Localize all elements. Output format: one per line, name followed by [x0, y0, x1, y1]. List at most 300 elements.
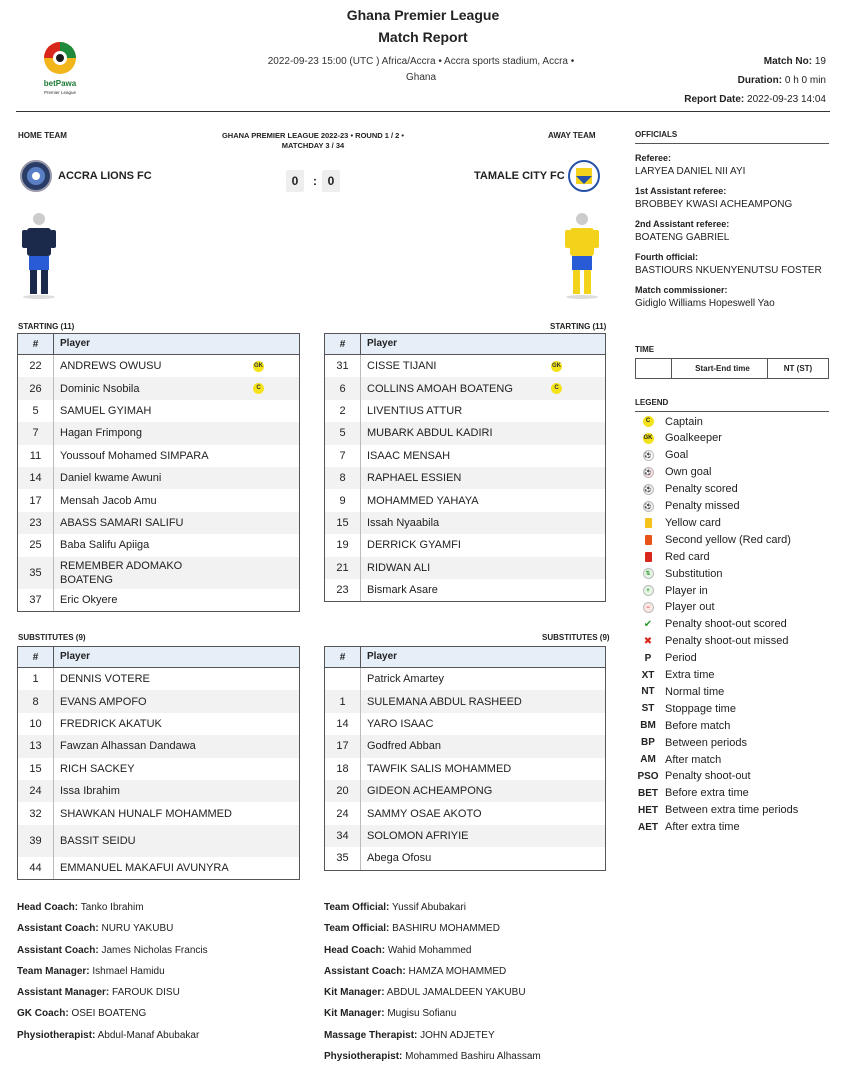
player-number: 31 [325, 355, 361, 377]
duration: 0 h 0 min [784, 75, 826, 86]
official-role: Referee: [635, 153, 672, 163]
legend-code-p: P [644, 652, 652, 664]
legend-label: Extra time [665, 669, 715, 681]
home-starting-table [17, 333, 300, 612]
player-in-icon: + [635, 585, 661, 596]
official-name: BASTIOURS NKUENYENUTSU FOSTER [635, 265, 822, 276]
player-name[interactable]: Issa Ibrahim [60, 785, 120, 798]
official-role: Match commissioner: [635, 285, 728, 295]
legend-label: Red card [665, 550, 710, 563]
table-row[interactable] [325, 467, 605, 489]
player-number: 25 [18, 534, 54, 556]
substitution-icon: ⇅ [635, 568, 661, 579]
away-team-label: AWAY TEAM [548, 131, 596, 140]
table-row[interactable] [325, 780, 605, 802]
own-goal-icon: ⚽ [635, 467, 661, 478]
legend-title: LEGEND [635, 398, 829, 412]
player-name[interactable]: TAWFIK SALIS MOHAMMED [367, 762, 512, 775]
table-row[interactable] [18, 489, 299, 511]
player-name[interactable]: MOHAMMED YAHAYA [367, 494, 479, 507]
legend-code-xt: XT [641, 669, 655, 681]
legend-item [635, 616, 835, 633]
legend-label: Before match [665, 719, 731, 732]
player-name[interactable]: Hagan Frimpong [60, 427, 142, 440]
staff-member [17, 940, 208, 961]
table-row[interactable] [325, 489, 605, 511]
logo-wordmark: betPawa [43, 79, 77, 88]
player-name[interactable]: Fawzan Alhassan Dandawa [60, 740, 196, 753]
meta-line-1: 2022-09-23 15:00 (UTC ) Africa/Accra • Accra sports stadium, Accra • [267, 56, 575, 67]
table-row[interactable] [325, 802, 605, 824]
official-name: BROBBEY KWASI ACHEAMPONG [635, 199, 793, 210]
table-row[interactable] [325, 557, 605, 579]
duration-label: Duration: [737, 75, 783, 86]
staff-name: HAMZA MOHAMMED [405, 965, 507, 977]
player-name[interactable]: SOLOMON AFRIYIE [367, 829, 469, 842]
legend-label: Penalty shoot-out [665, 770, 751, 783]
staff-member [17, 961, 208, 982]
away-team-name[interactable]: TAMALE CITY FC [474, 170, 565, 182]
player-number: 39 [18, 825, 54, 857]
player-number: 15 [18, 758, 54, 780]
staff-member [324, 982, 541, 1003]
player-name[interactable]: Youssouf Mohamed SIMPARA [60, 449, 209, 462]
table-row[interactable] [18, 825, 299, 857]
table-row[interactable] [325, 825, 605, 847]
player-number: 24 [18, 780, 54, 802]
table-row[interactable] [325, 847, 605, 869]
player-number: 21 [325, 557, 361, 579]
staff-role: Assistant Coach: [324, 965, 406, 977]
away-starting-label: STARTING (11) [550, 322, 607, 331]
home-crest-icon [20, 160, 52, 192]
player-name[interactable]: Abega Ofosu [367, 852, 432, 865]
staff-role: Massage Therapist: [324, 1029, 418, 1041]
table-row[interactable] [18, 422, 299, 444]
time-title: TIME [635, 345, 655, 354]
player-name[interactable]: Daniel kwame Awuni [60, 472, 162, 485]
legend-code-st: ST [641, 703, 655, 715]
player-number: 14 [325, 713, 361, 735]
official-role: 1st Assistant referee: [635, 186, 727, 196]
table-row[interactable] [325, 512, 605, 534]
away-subs-label: SUBSTITUTES (9) [542, 633, 610, 642]
table-row[interactable] [325, 713, 605, 735]
player-name[interactable]: COLLINS AMOAH BOATENG [367, 382, 513, 395]
away-starting-table [324, 333, 606, 602]
legend-code-pso: PSO [637, 770, 659, 782]
staff-role: Team Official: [324, 923, 390, 935]
legend-label: Between periods [665, 736, 747, 749]
player-number: 8 [18, 690, 54, 712]
table-row[interactable] [325, 579, 605, 601]
player-number: 5 [325, 422, 361, 444]
player-name[interactable]: RAPHAEL ESSIEN [367, 472, 462, 485]
match-no: 19 [814, 56, 826, 67]
player-name[interactable]: RIDWAN ALI [367, 561, 431, 574]
player-name[interactable]: FREDRICK AKATUK [60, 717, 162, 730]
goal-icon: ⚽ [635, 450, 661, 461]
official-role: Fourth official: [635, 252, 698, 262]
legend-code-bm: BM [640, 720, 656, 732]
table-row[interactable] [325, 758, 605, 780]
player-name[interactable]: GIDEON ACHEAMPONG [367, 785, 493, 798]
player-number: 20 [325, 780, 361, 802]
legend-item [635, 633, 835, 650]
col-number-header: # [18, 334, 54, 354]
staff-member [17, 918, 208, 939]
legend-item [635, 599, 835, 616]
staff-name: Yussif Abubakari [389, 902, 466, 913]
legend-code-aet: AET [638, 821, 658, 833]
competition-line-2: MATCHDAY 3 / 34 [281, 141, 345, 150]
table-row[interactable] [18, 534, 299, 556]
staff-role: Assistant Coach: [17, 923, 99, 935]
player-number: 7 [18, 422, 54, 444]
staff-member [17, 1003, 208, 1024]
player-out-icon: − [635, 602, 661, 613]
legend-code-het: HET [638, 804, 658, 816]
home-kit-icon [21, 210, 57, 305]
player-number: 35 [325, 847, 361, 869]
table-header [18, 647, 299, 668]
legend-item [635, 498, 835, 515]
legend-label: Yellow card [665, 516, 721, 529]
official-name: Gidiglo Williams Hopeswell Yao [635, 298, 775, 309]
home-subs-table [17, 646, 300, 880]
table-row[interactable] [18, 589, 299, 611]
legend-item [635, 734, 835, 751]
player-number: 17 [18, 489, 54, 511]
table-row[interactable] [18, 355, 299, 377]
staff-role: Assistant Manager: [17, 987, 110, 999]
league-title: Ghana Premier League [346, 7, 500, 23]
table-row[interactable] [325, 400, 605, 422]
league-logo [30, 38, 90, 100]
staff-name: NURU YAKUBU [98, 923, 174, 935]
player-number: 2 [325, 400, 361, 422]
legend-item [635, 802, 835, 819]
player-number [325, 668, 361, 690]
staff-member [324, 897, 541, 918]
legend-label: Stoppage time [665, 702, 736, 715]
col-number-header: # [325, 647, 361, 667]
officials-panel [635, 130, 829, 309]
table-row[interactable] [18, 690, 299, 712]
official-role: 2nd Assistant referee: [635, 219, 730, 229]
table-row[interactable] [18, 512, 299, 534]
table-row[interactable] [18, 802, 299, 824]
player-name[interactable]: LIVENTIUS ATTUR [367, 404, 463, 417]
player-number: 11 [18, 445, 54, 467]
staff-role: Physiotherapist: [324, 1051, 403, 1063]
table-row[interactable] [325, 668, 605, 690]
staff-name: FAROUK DISU [109, 987, 180, 999]
legend-item [635, 464, 835, 481]
table-row[interactable] [18, 557, 299, 589]
away-score: 0 [322, 170, 340, 192]
home-starting-label: STARTING (11) [18, 322, 75, 331]
away-crest-icon [568, 160, 600, 192]
staff-name: Mohammed Bashiru Alhassam [402, 1051, 541, 1063]
player-number: 37 [18, 589, 54, 611]
staff-member [324, 1025, 541, 1046]
col-player-header: Player [367, 651, 398, 662]
col-player-header: Player [367, 338, 398, 349]
legend-item [635, 447, 835, 464]
player-name[interactable]: Mensah Jacob Amu [60, 494, 157, 507]
match-no-label: Match No: [763, 56, 813, 67]
legend-item [635, 650, 835, 667]
goalkeeper-icon: GK [551, 361, 562, 372]
table-row[interactable] [18, 713, 299, 735]
player-number: 10 [18, 713, 54, 735]
player-name[interactable]: Eric Okyere [60, 593, 118, 606]
player-name[interactable]: EVANS AMPOFO [60, 695, 147, 708]
table-row[interactable] [325, 534, 605, 556]
player-name[interactable]: SAMMY OSAE AKOTO [367, 807, 482, 820]
staff-member [17, 982, 208, 1003]
goalkeeper-icon: GK [635, 433, 661, 444]
player-name[interactable]: Issah Nyaabila [367, 516, 440, 529]
goalkeeper-icon: GK [253, 361, 264, 372]
legend-label: Goalkeeper [665, 432, 722, 445]
report-date-label: Report Date: [684, 94, 745, 105]
player-number: 1 [325, 690, 361, 712]
player-name[interactable]: RICH SACKEY [60, 762, 135, 775]
staff-name: Ishmael Hamidu [89, 965, 165, 977]
table-row[interactable] [18, 467, 299, 489]
staff-name: BASHIRU MOHAMMED [389, 923, 500, 935]
staff-role: Assistant Coach: [17, 944, 99, 956]
legend-code-am: AM [640, 754, 656, 765]
table-row[interactable] [325, 445, 605, 467]
player-name[interactable]: Bismark Asare [367, 584, 438, 597]
player-name[interactable]: SAMUEL GYIMAH [60, 404, 152, 417]
shootout-scored-icon: ✔ [643, 618, 653, 630]
player-number: 6 [325, 377, 361, 399]
player-name[interactable]: ISAAC MENSAH [367, 449, 451, 462]
legend-label: Player in [665, 584, 708, 597]
staff-name: Tanko Ibrahim [78, 902, 144, 913]
time-col-start-end: Start-End time [672, 359, 768, 378]
legend-code-bet: BET [638, 787, 658, 799]
staff-role: Kit Manager: [324, 987, 385, 999]
home-team-name[interactable]: ACCRA LIONS FC [58, 170, 152, 182]
player-name[interactable]: EMMANUEL MAKAFUI AVUNYRA [60, 861, 229, 874]
player-number: 22 [18, 355, 54, 377]
table-row[interactable] [325, 355, 605, 377]
staff-role: Head Coach: [17, 902, 79, 913]
staff-name: Abdul-Manaf Abubakar [95, 1029, 200, 1041]
table-row[interactable] [325, 690, 605, 712]
captain-icon: C [253, 383, 264, 394]
official-name: LARYEA DANIEL NII AYI [635, 166, 746, 177]
player-number: 8 [325, 467, 361, 489]
staff-member [17, 1025, 208, 1046]
player-number: 26 [18, 377, 54, 399]
table-header [325, 334, 605, 355]
table-row[interactable] [18, 445, 299, 467]
player-number: 44 [18, 857, 54, 879]
report-title: Match Report [378, 29, 468, 45]
home-score: 0 [286, 170, 304, 192]
legend-label: Before extra time [665, 787, 749, 800]
staff-role: Team Manager: [17, 965, 90, 977]
player-name[interactable]: Baba Salifu Apiiga [60, 539, 150, 552]
officials-title: OFFICIALS [635, 130, 829, 144]
away-subs-table [324, 646, 606, 871]
staff-role: Team Official: [324, 902, 390, 913]
staff-name: OSEI BOATENG [68, 1008, 147, 1020]
legend-label: After extra time [665, 821, 740, 834]
report-header [16, 4, 830, 112]
staff-role: GK Coach: [17, 1008, 69, 1020]
player-name[interactable]: DENNIS VOTERE [60, 673, 150, 686]
competition-info [205, 131, 421, 151]
legend-label: Normal time [665, 685, 725, 698]
penalty-scored-icon: ⚽ [635, 484, 661, 495]
player-name[interactable]: DERRICK GYAMFI [367, 539, 461, 552]
home-subs-label: SUBSTITUTES (9) [18, 633, 86, 642]
away-staff-list [324, 897, 541, 1067]
home-staff-list [17, 897, 208, 1046]
player-name[interactable]: ANDREWS OWUSU [60, 360, 162, 373]
legend-item [635, 683, 835, 700]
table-row[interactable] [18, 780, 299, 802]
player-number: 18 [325, 758, 361, 780]
player-name[interactable]: SHAWKAN HUNALF MOHAMMED [60, 807, 232, 820]
match-meta [251, 54, 591, 86]
penalty-missed-icon: ⚽ [635, 501, 661, 512]
time-empty-cell [636, 359, 672, 378]
player-number: 23 [325, 579, 361, 601]
player-number: 35 [18, 557, 54, 589]
official-name: BOATENG GABRIEL [635, 232, 730, 243]
legend-item [635, 751, 835, 768]
table-row[interactable] [18, 857, 299, 879]
legend-label: Between extra time periods [665, 804, 799, 817]
legend-item [635, 430, 835, 447]
time-title-wrap [635, 345, 829, 358]
staff-member [324, 1046, 541, 1067]
staff-role: Kit Manager: [324, 1008, 385, 1020]
table-row[interactable] [325, 422, 605, 444]
staff-member [324, 940, 541, 961]
player-number: 19 [325, 534, 361, 556]
legend-item [635, 514, 835, 531]
competition-line-1: GHANA PREMIER LEAGUE 2022-23 • ROUND 1 / 2 • [221, 131, 405, 140]
legend-label: Captain [665, 415, 703, 428]
player-number: 14 [18, 467, 54, 489]
staff-name: ABDUL JAMALDEEN YAKUBU [384, 987, 526, 999]
legend-item [635, 582, 835, 599]
time-col-nt: NT (ST) [783, 364, 813, 373]
legend-item [635, 667, 835, 684]
legend-item [635, 700, 835, 717]
meta-line-2: Ghana [405, 72, 437, 83]
legend-label: Second yellow (Red card) [665, 533, 791, 546]
player-name[interactable]: YARO ISAAC [367, 717, 434, 730]
red-card-icon [635, 552, 661, 562]
legend-label: Penalty missed [665, 500, 740, 512]
col-number-header: # [325, 334, 361, 354]
player-number: 32 [18, 802, 54, 824]
staff-member [17, 897, 208, 918]
staff-member [324, 918, 541, 939]
player-number: 34 [325, 825, 361, 847]
table-row[interactable] [18, 377, 299, 399]
player-name[interactable]: REMEMBER ADOMAKO BOATENG [60, 559, 183, 586]
staff-name: Mugisu Sofianu [384, 1008, 457, 1020]
staff-name: JOHN ADJETEY [417, 1029, 495, 1041]
legend-label: Substitution [665, 567, 723, 580]
legend-label: Player out [665, 601, 715, 614]
legend-label: Period [665, 652, 697, 665]
yellow-card-icon [635, 518, 661, 528]
col-player-header: Player [60, 338, 91, 349]
player-name[interactable]: CISSE TIJANI [367, 360, 437, 373]
legend-code-nt: NT [641, 686, 655, 698]
player-name[interactable]: Patrick Amartey [367, 673, 445, 686]
legend-code-bp: BP [641, 737, 655, 749]
table-row[interactable] [18, 400, 299, 422]
player-number: 13 [18, 735, 54, 757]
score-separator: : [313, 174, 317, 188]
table-header [18, 334, 299, 355]
legend-item [635, 768, 835, 785]
table-row[interactable] [18, 735, 299, 757]
legend-item [635, 413, 835, 430]
table-row[interactable] [325, 377, 605, 399]
home-team-label: HOME TEAM [18, 131, 67, 140]
player-number: 7 [325, 445, 361, 467]
officials-list [635, 153, 829, 309]
legend-item [635, 548, 835, 565]
player-number: 24 [325, 802, 361, 824]
staff-role: Physiotherapist: [17, 1029, 96, 1041]
player-name[interactable]: SULEMANA ABDUL RASHEED [367, 695, 522, 708]
captain-icon: C [551, 383, 562, 394]
player-name[interactable]: Godfred Abban [367, 740, 442, 753]
player-name[interactable]: Dominic Nsobila [60, 382, 140, 395]
legend-item [635, 819, 835, 836]
time-table [635, 358, 829, 379]
table-header [325, 647, 605, 668]
staff-member [324, 1003, 541, 1024]
report-date: 2022-09-23 14:04 [747, 94, 826, 105]
legend-item [635, 481, 835, 498]
legend-item [635, 717, 835, 734]
table-row[interactable] [325, 735, 605, 757]
player-name[interactable]: ABASS SAMARI SALIFU [60, 516, 184, 529]
staff-name: Wahid Mohammed [385, 944, 472, 956]
captain-icon: C [635, 416, 661, 427]
away-kit-icon [564, 210, 600, 305]
player-name[interactable]: BASSIT SEIDU [60, 834, 136, 847]
legend-item [635, 565, 835, 582]
shootout-missed-icon: ✖ [643, 635, 653, 647]
legend-label: Penalty shoot-out missed [665, 635, 789, 648]
player-number: 1 [18, 668, 54, 690]
col-number-header: # [18, 647, 54, 667]
legend-label: After match [665, 753, 722, 766]
table-row[interactable] [18, 668, 299, 690]
player-number: 9 [325, 489, 361, 511]
player-name[interactable]: MUBARK ABDUL KADIRI [367, 427, 493, 440]
table-row[interactable] [18, 758, 299, 780]
match-info [684, 52, 826, 109]
